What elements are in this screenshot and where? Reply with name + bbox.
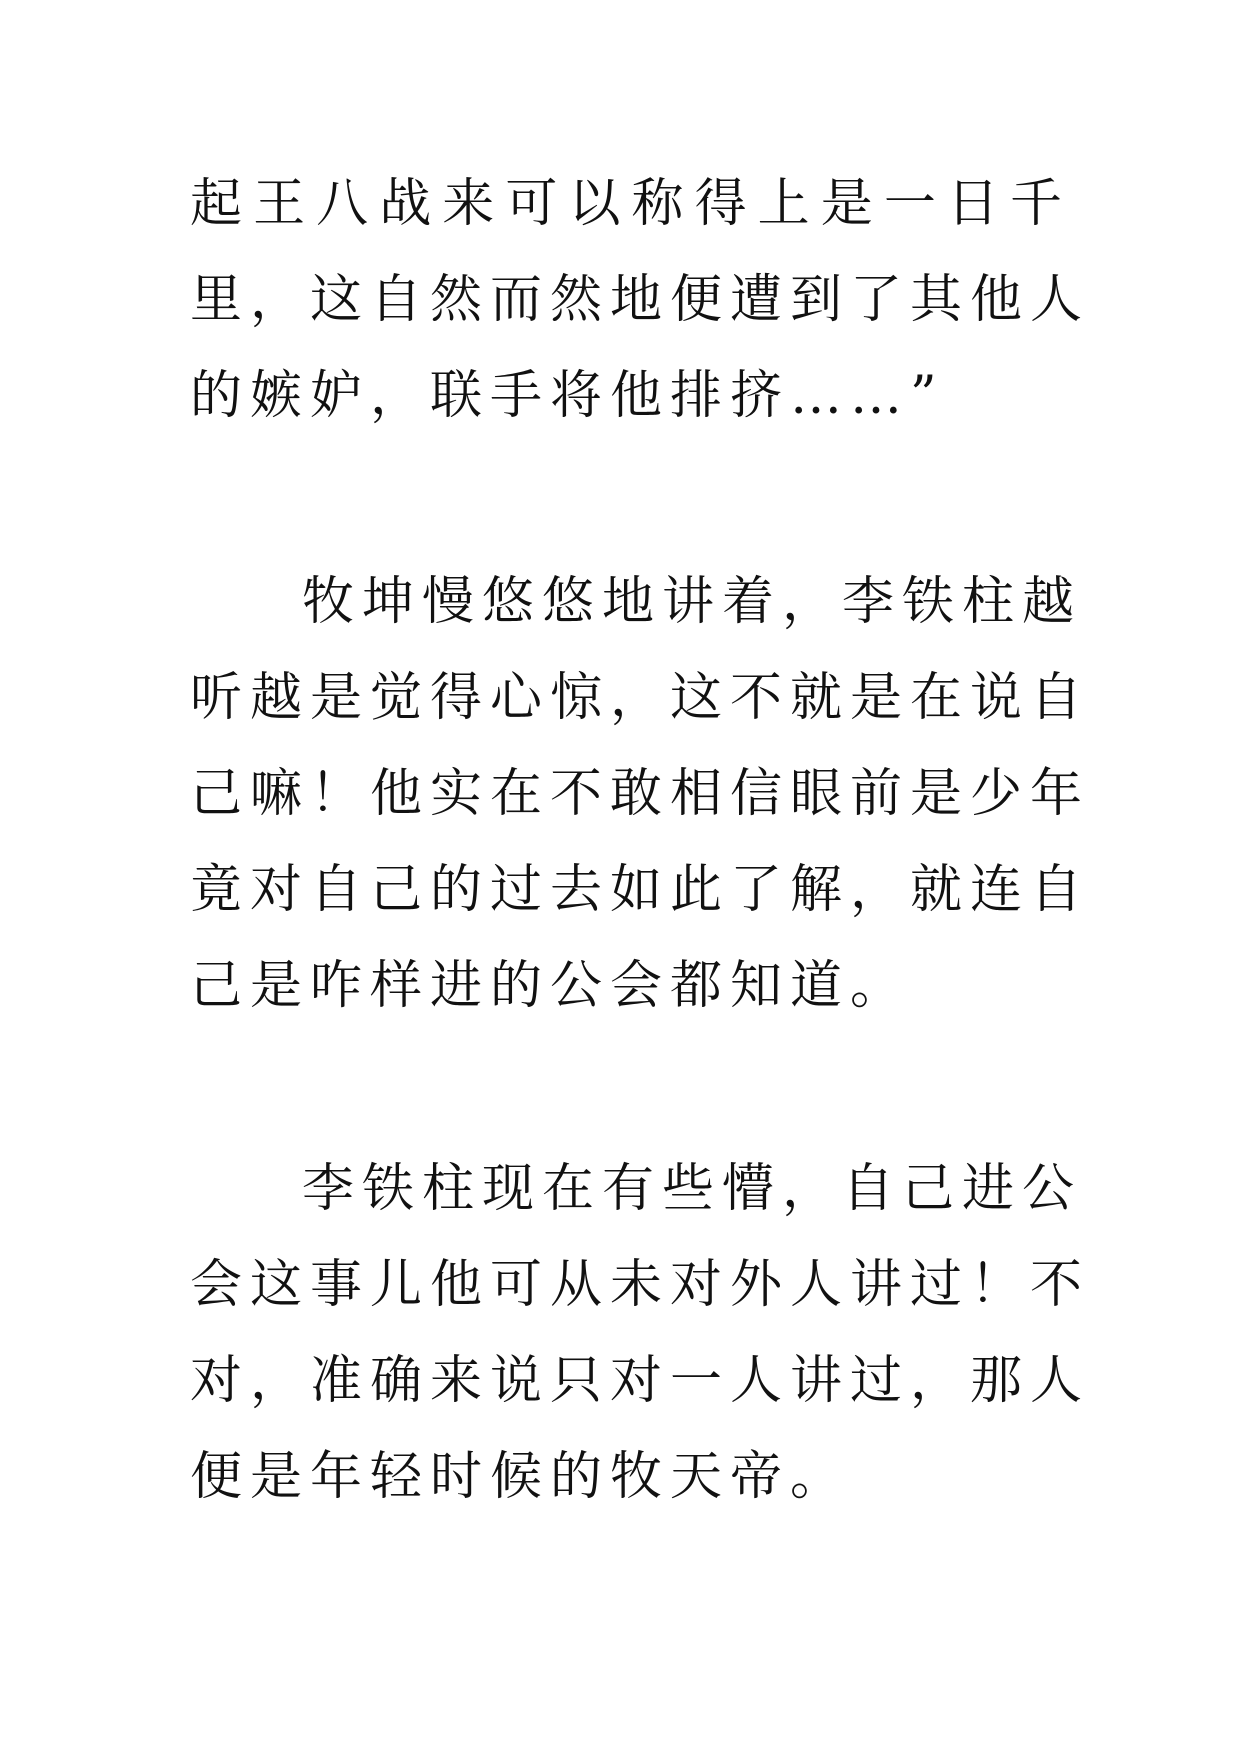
paragraph-line: 竟对自己的过去如此了解，就连自 [190, 860, 1091, 920]
paragraph-3 [190, 1141, 1091, 1525]
paragraph-1 [190, 156, 1091, 444]
paragraph-line: 会这事儿他可从未对外人讲过！不 [190, 1255, 1091, 1315]
paragraph-line: 牧坤慢悠悠地讲着，李铁柱越 [302, 572, 1083, 632]
paragraph-line: 己是咋样进的公会都知道。 [190, 956, 911, 1016]
paragraph-line: 起王八战来可以称得上是一日千 [190, 174, 1070, 234]
paragraph-line: 对，准确来说只对一人讲过，那人 [190, 1351, 1091, 1411]
paragraph-line: 的嫉妒，联手将他排挤……” [190, 366, 945, 426]
paragraph-line: 便是年轻时候的牧天帝。 [190, 1447, 851, 1507]
paragraph-line: 里，这自然而然地便遭到了其他人 [190, 270, 1091, 330]
paragraph-line: 李铁柱现在有些懵，自己进公 [302, 1159, 1083, 1219]
paragraph-2 [190, 554, 1091, 1034]
paragraph-line: 听越是觉得心惊，这不就是在说自 [190, 668, 1091, 728]
paragraph-line: 己嘛！他实在不敢相信眼前是少年 [190, 764, 1091, 824]
